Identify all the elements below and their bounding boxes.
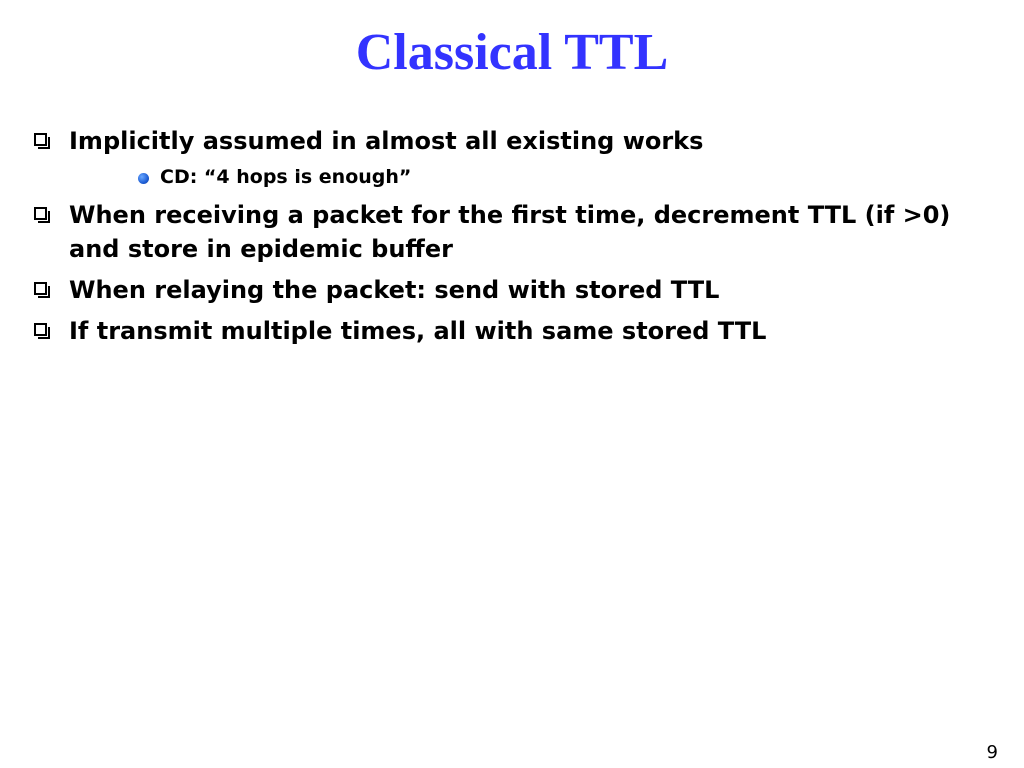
bullet-item <box>32 198 992 266</box>
blue-sphere-bullet-icon <box>138 173 149 184</box>
sub-bullet-item <box>138 164 938 190</box>
bullet-item <box>32 273 992 307</box>
bullet-text: Implicitly assumed in almost all existing works <box>69 127 704 155</box>
hollow-square-bullet-icon <box>34 282 47 295</box>
bullet-text: When receiving a packet for the first time, decrement TTL (if >0) and store in epidemic buffer <box>69 201 951 263</box>
sub-bullet-text: CD: “4 hops is enough” <box>160 166 412 188</box>
bullet-item <box>32 314 992 348</box>
page-number: 9 <box>986 742 998 763</box>
bullet-item <box>32 124 992 158</box>
bullet-text: When relaying the packet: send with stored TTL <box>69 276 720 304</box>
hollow-square-bullet-icon <box>34 207 47 220</box>
slide-title: Classical TTL <box>355 24 669 81</box>
hollow-square-bullet-icon <box>34 133 47 146</box>
bullet-text: If transmit multiple times, all with same stored TTL <box>69 317 767 345</box>
hollow-square-bullet-icon <box>34 323 47 336</box>
